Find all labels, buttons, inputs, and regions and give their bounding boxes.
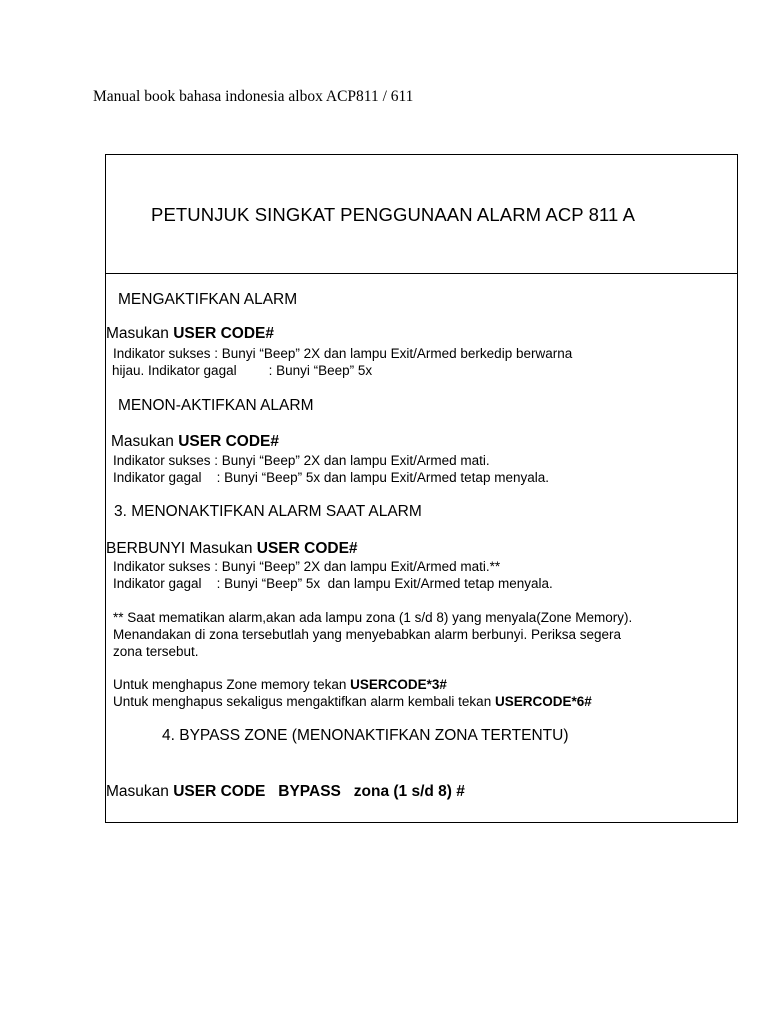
section1-command: Masukan USER CODE# — [106, 325, 274, 342]
section3-command: BERBUNYI Masukan USER CODE# — [106, 540, 358, 557]
section2-command: Masukan USER CODE# — [111, 433, 279, 450]
section1-success-line: Indikator sukses : Bunyi “Beep” 2X dan lampu Exit/Armed berkedip berwarna — [113, 346, 573, 361]
section2-heading: MENON-AKTIFKAN ALARM — [118, 397, 314, 414]
title-divider — [106, 273, 737, 274]
section2-success-line: Indikator sukses : Bunyi “Beep” 2X dan lampu Exit/Armed mati. — [113, 453, 490, 468]
section3-heading: 3. MENONAKTIFKAN ALARM SAAT ALARM — [114, 503, 422, 520]
section3-rearm: Untuk menghapus sekaligus mengaktifkan alarm kembali tekan USERCODE*6# — [113, 694, 592, 709]
section3-clear-memory: Untuk menghapus Zone memory tekan USERCODE*3# — [113, 677, 447, 692]
box-title: PETUNJUK SINGKAT PENGGUNAAN ALARM ACP 811 A — [151, 204, 636, 225]
section3-note-line3: zona tersebut. — [113, 644, 199, 659]
section3-note-line2: Menandakan di zona tersebutlah yang menyebabkan alarm berbunyi. Periksa segera — [113, 627, 622, 642]
section1-heading: MENGAKTIFKAN ALARM — [118, 291, 298, 308]
instruction-box — [105, 154, 738, 823]
section3-note-line1: ** Saat mematikan alarm,akan ada lampu zona (1 s/d 8) yang menyala(Zone Memory). — [113, 610, 633, 625]
section2-fail-line: Indikator gagal : Bunyi “Beep” 5x dan lampu Exit/Armed tetap menyala. — [113, 470, 549, 485]
page-header: Manual book bahasa indonesia albox ACP811 / 611 — [93, 88, 414, 105]
section3-success-line: Indikator sukses : Bunyi “Beep” 2X dan lampu Exit/Armed mati.** — [113, 559, 501, 574]
section1-fail-line: hijau. Indikator gagal : Bunyi “Beep” 5x — [112, 363, 373, 378]
section3-fail-line: Indikator gagal : Bunyi “Beep” 5x dan lampu Exit/Armed tetap menyala. — [113, 576, 553, 591]
section4-heading: 4. BYPASS ZONE (MENONAKTIFKAN ZONA TERTENTU) — [162, 727, 569, 744]
section4-command: Masukan USER CODE BYPASS zona (1 s/d 8) # — [106, 783, 465, 800]
